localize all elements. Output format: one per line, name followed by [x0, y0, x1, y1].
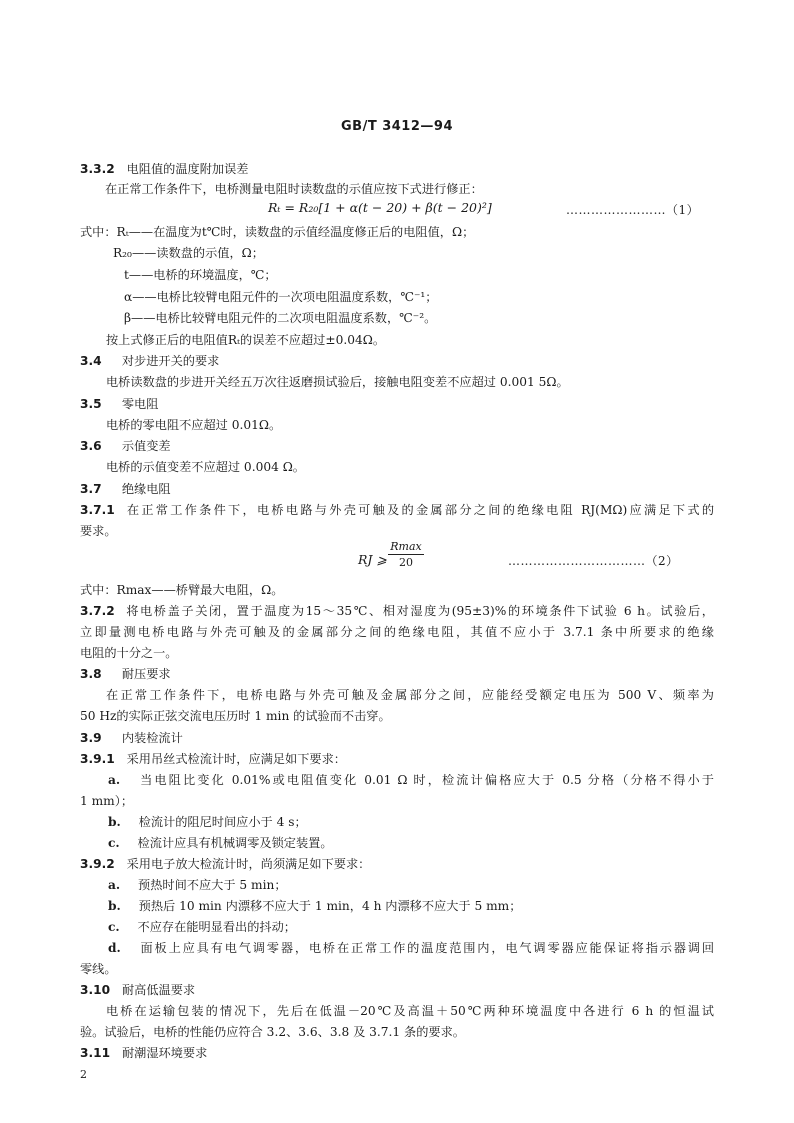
item-3-9-2-d-line1: d. 面板上应具有电气调零器，电桥在正常工作的温度范围内，电气调零器应能保证将指示器调回: [108, 941, 715, 955]
section-3-10-heading: 3.10 耐高低温要求: [80, 983, 196, 997]
section-3-3-2-heading: 3.3.2 电阻值的温度附加误差: [80, 162, 249, 176]
where-t: t——电桥的环境温度，℃；: [124, 268, 277, 282]
section-3-10-line2: 验。试验后，电桥的性能仍应符合 3.2、3.6、3.8 及 3.7.1 条的要求。: [80, 1025, 465, 1039]
item-3-9-1-c: c. 检流计应具有机械调零及锁定装置。: [108, 836, 333, 850]
section-3-7-1-line2: 要求。: [80, 524, 117, 538]
where-rmax: 式中：Rmax——桥臂最大电阻，Ω。: [80, 583, 284, 597]
where-beta: β——电桥比较臂电阻元件的二次项电阻温度系数，℃⁻²。: [124, 311, 437, 325]
item-3-9-2-c: c. 不应存在能明显看出的抖动；: [108, 920, 296, 934]
section-3-3-2-intro: 在正常工作条件下，电桥测量电阻时读数盘的示值应按下式进行修正：: [105, 182, 483, 196]
section-3-7-1-line1: 3.7.1 在正常工作条件下，电桥电路与外壳可触及的金属部分之间的绝缘电阻 RJ(MΩ)应满足下式的: [80, 503, 715, 517]
section-3-8-line2: 50 Hz的实际正弦交流电压历时 1 min 的试验而不击穿。: [80, 709, 391, 723]
where-alpha: α——电桥比较臂电阻元件的一次项电阻温度系数，℃⁻¹；: [124, 290, 438, 304]
item-3-9-1-a-line1: a. 当电阻比变化 0.01%或电阻值变化 0.01 Ω 时，检流计偏格应大于 0.5 分格（分格不得小于: [108, 773, 714, 787]
formula-2-number: ……………………………（2）: [508, 554, 679, 568]
section-3-4-heading: 3.4 对步进开关的要求: [80, 354, 220, 368]
section-3-5-text: 电桥的零电阻不应超过 0.01Ω。: [106, 418, 282, 432]
item-3-9-1-a-line2: 1 mm）；: [80, 794, 134, 808]
section-3-7-2-line3: 电阻的十分之一。: [80, 646, 178, 660]
item-3-9-1-b: b. 检流计的阻尼时间应小于 4 s；: [108, 815, 307, 829]
where-rt: 式中：Rₜ——在温度为t℃时，读数盘的示值经温度修正后的电阻值，Ω；: [80, 225, 475, 239]
item-3-9-2-b: b. 预热后 10 min 内漂移不应大于 1 min，4 h 内漂移不应大于 5 mm；: [108, 899, 522, 913]
page-number: 2: [80, 1068, 87, 1081]
section-3-4-text: 电桥读数盘的步进开关经五万次往返磨损试验后，接触电阻变差不应超过 0.001 5Ω。: [106, 375, 569, 389]
section-3-6-text: 电桥的示值变差不应超过 0.004 Ω。: [106, 460, 305, 474]
formula-1: Rₜ = R₂₀[1 + α(t − 20) + β(t − 20)²]: [268, 200, 492, 215]
formula-2-lhs: RJ ⩾: [358, 552, 387, 567]
formula-2-fraction: [388, 540, 424, 569]
section-3-7-2-line2: 立即量测电桥电路与外壳可触及的金属部分之间的绝缘电阻，其值不应小于 3.7.1 条中所要求的绝缘: [80, 625, 714, 639]
formula-1-number: ……………………（1）: [566, 203, 700, 217]
item-3-9-2-a: a. 预热时间不应大于 5 min；: [108, 878, 287, 892]
section-3-9-2-heading: 3.9.2 采用电子放大检流计时，尚须满足如下要求：: [80, 857, 371, 871]
section-3-9-1-heading: 3.9.1 采用吊丝式检流计时，应满足如下要求：: [80, 752, 346, 766]
section-3-5-heading: 3.5 零电阻: [80, 397, 159, 411]
section-3-10-line1: 电桥在运输包装的情况下，先后在低温－20℃及高温＋50℃两种环境温度中各进行 6 h 的恒温试: [106, 1004, 714, 1018]
section-3-7-2-line1: 3.7.2 将电桥盖子关闭，置于温度为15～35℃、相对湿度为(95±3)%的环境条件下试验 6 h。试验后，: [80, 604, 714, 618]
section-3-3-2-after: 按上式修正后的电阻值Rₜ的误差不应超过±0.04Ω。: [106, 333, 386, 347]
section-3-6-heading: 3.6 示值变差: [80, 439, 171, 453]
section-3-11-heading: 3.11 耐潮湿环境要求: [80, 1046, 208, 1060]
item-3-9-2-d-line2: 零线。: [80, 962, 117, 976]
page-header-standard-number: GB/T 3412—94: [341, 119, 453, 134]
formula-2-numerator: Rmax: [388, 540, 424, 555]
section-3-7-heading: 3.7 绝缘电阻: [80, 482, 171, 496]
section-3-8-heading: 3.8 耐压要求: [80, 667, 171, 681]
formula-2-denominator: 20: [399, 556, 413, 569]
section-3-9-heading: 3.9 内装检流计: [80, 731, 183, 745]
where-r20: R₂₀——读数盘的示值，Ω；: [113, 246, 264, 260]
section-3-8-line1: 在正常工作条件下，电桥电路与外壳可触及金属部分之间，应能经受额定电压为 500 V、频率为: [106, 688, 714, 702]
